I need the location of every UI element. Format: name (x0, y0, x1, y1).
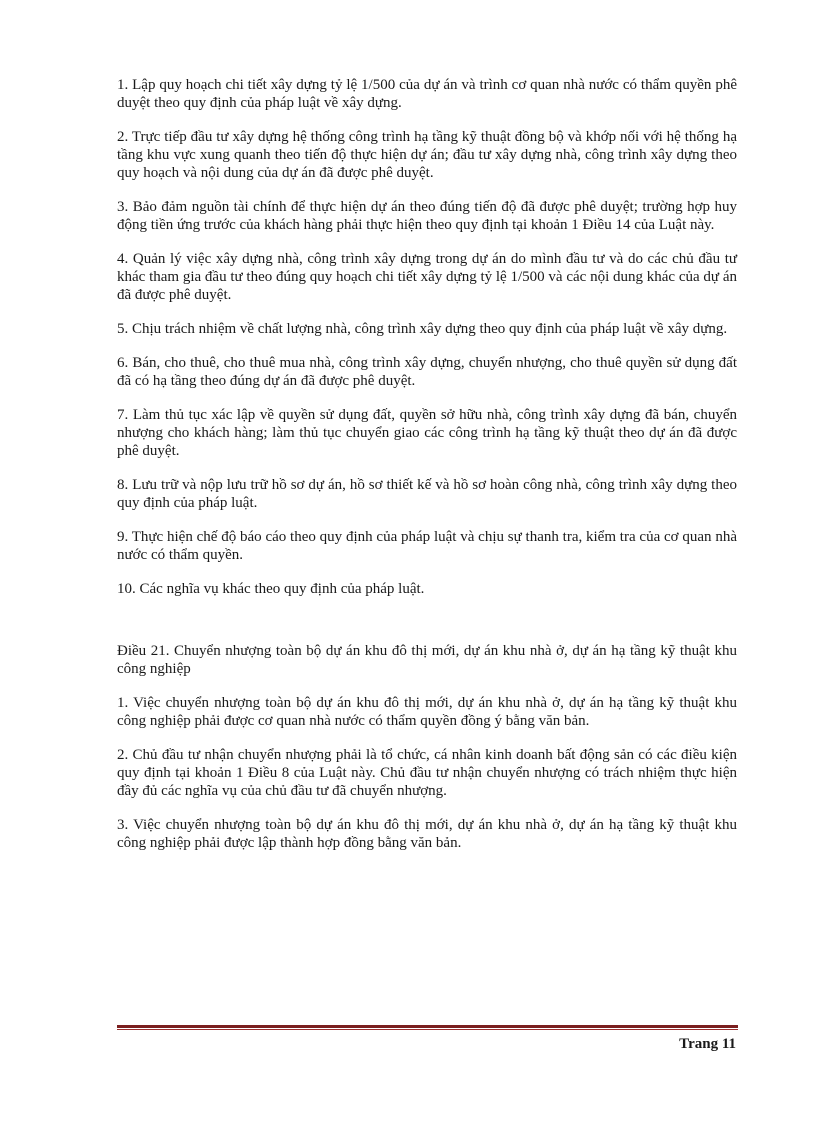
article-21-clause-2: 2. Chủ đầu tư nhận chuyển nhượng phải là tổ chức, cá nhân kinh doanh bất động sản có các điều kiện quy định tại khoản 1 Điều 8 của Luật này. Chủ đầu tư nhận chuyển nhượng có trách nhiệm thực hiện đầy đủ các nghĩa vụ của chủ đầu tư đã chuyển nhượng. (117, 747, 737, 799)
article-heading: Điều 21. Chuyển nhượng toàn bộ dự án khu đô thị mới, dự án khu nhà ở, dự án hạ tầng kỹ thuật khu công nghiệp (117, 643, 737, 677)
obligation-7: 7. Làm thủ tục xác lập về quyền sử dụng đất, quyền sở hữu nhà, công trình xây dựng đã bán, chuyển nhượng cho khách hàng; làm thủ tục chuyển giao các công trình hạ tầng kỹ thuật theo dự án đã được phê duyệt. (117, 407, 737, 459)
obligation-1: 1. Lập quy hoạch chi tiết xây dựng tỷ lệ 1/500 của dự án và trình cơ quan nhà nước có thẩm quyền phê duyệt theo quy định của pháp luật về xây dựng. (117, 77, 737, 111)
page-body (117, 76, 737, 868)
obligation-2: 2. Trực tiếp đầu tư xây dựng hệ thống công trình hạ tầng kỹ thuật đồng bộ và khớp nối với hệ thống hạ tầng khu vực xung quanh theo tiến độ thực hiện dự án; đầu tư xây dựng nhà, công trình xây dựng theo quy hoạch và nội dung của dự án đã được phê duyệt. (117, 129, 737, 181)
page-number: Trang 11 (679, 1036, 736, 1052)
obligation-10: 10. Các nghĩa vụ khác theo quy định của pháp luật. (117, 581, 425, 597)
article-21-clause-3: 3. Việc chuyển nhượng toàn bộ dự án khu đô thị mới, dự án khu nhà ở, dự án hạ tầng kỹ thuật khu công nghiệp phải được lập thành hợp đồng bằng văn bản. (117, 817, 737, 851)
obligation-8: 8. Lưu trữ và nộp lưu trữ hồ sơ dự án, hồ sơ thiết kế và hồ sơ hoàn công nhà, công trình xây dựng theo quy định của pháp luật. (117, 477, 737, 511)
obligation-5: 5. Chịu trách nhiệm về chất lượng nhà, công trình xây dựng theo quy định của pháp luật về xây dựng. (117, 321, 728, 337)
footer-divider (117, 1025, 738, 1031)
obligation-3: 3. Bảo đảm nguồn tài chính để thực hiện dự án theo đúng tiến độ đã được phê duyệt; trường hợp huy động tiền ứng trước của khách hàng phải thực hiện theo quy định tại khoản 1 Điều 14 của Luật này. (117, 199, 737, 233)
obligation-6: 6. Bán, cho thuê, cho thuê mua nhà, công trình xây dựng, chuyển nhượng, cho thuê quyền sử dụng đất đã có hạ tầng theo đúng dự án đã được phê duyệt. (117, 355, 737, 389)
obligation-4: 4. Quản lý việc xây dựng nhà, công trình xây dựng trong dự án do mình đầu tư và do các chủ đầu tư khác tham gia đầu tư theo đúng quy hoạch chi tiết xây dựng tỷ lệ 1/500 và các nội dung khác của dự án đã được phê duyệt. (117, 251, 737, 303)
obligation-9: 9. Thực hiện chế độ báo cáo theo quy định của pháp luật và chịu sự thanh tra, kiểm tra của cơ quan nhà nước có thẩm quyền. (117, 529, 737, 563)
article-21-clause-1: 1. Việc chuyển nhượng toàn bộ dự án khu đô thị mới, dự án khu nhà ở, dự án hạ tầng kỹ thuật khu công nghiệp phải được cơ quan nhà nước có thẩm quyền đồng ý bằng văn bản. (117, 695, 737, 729)
